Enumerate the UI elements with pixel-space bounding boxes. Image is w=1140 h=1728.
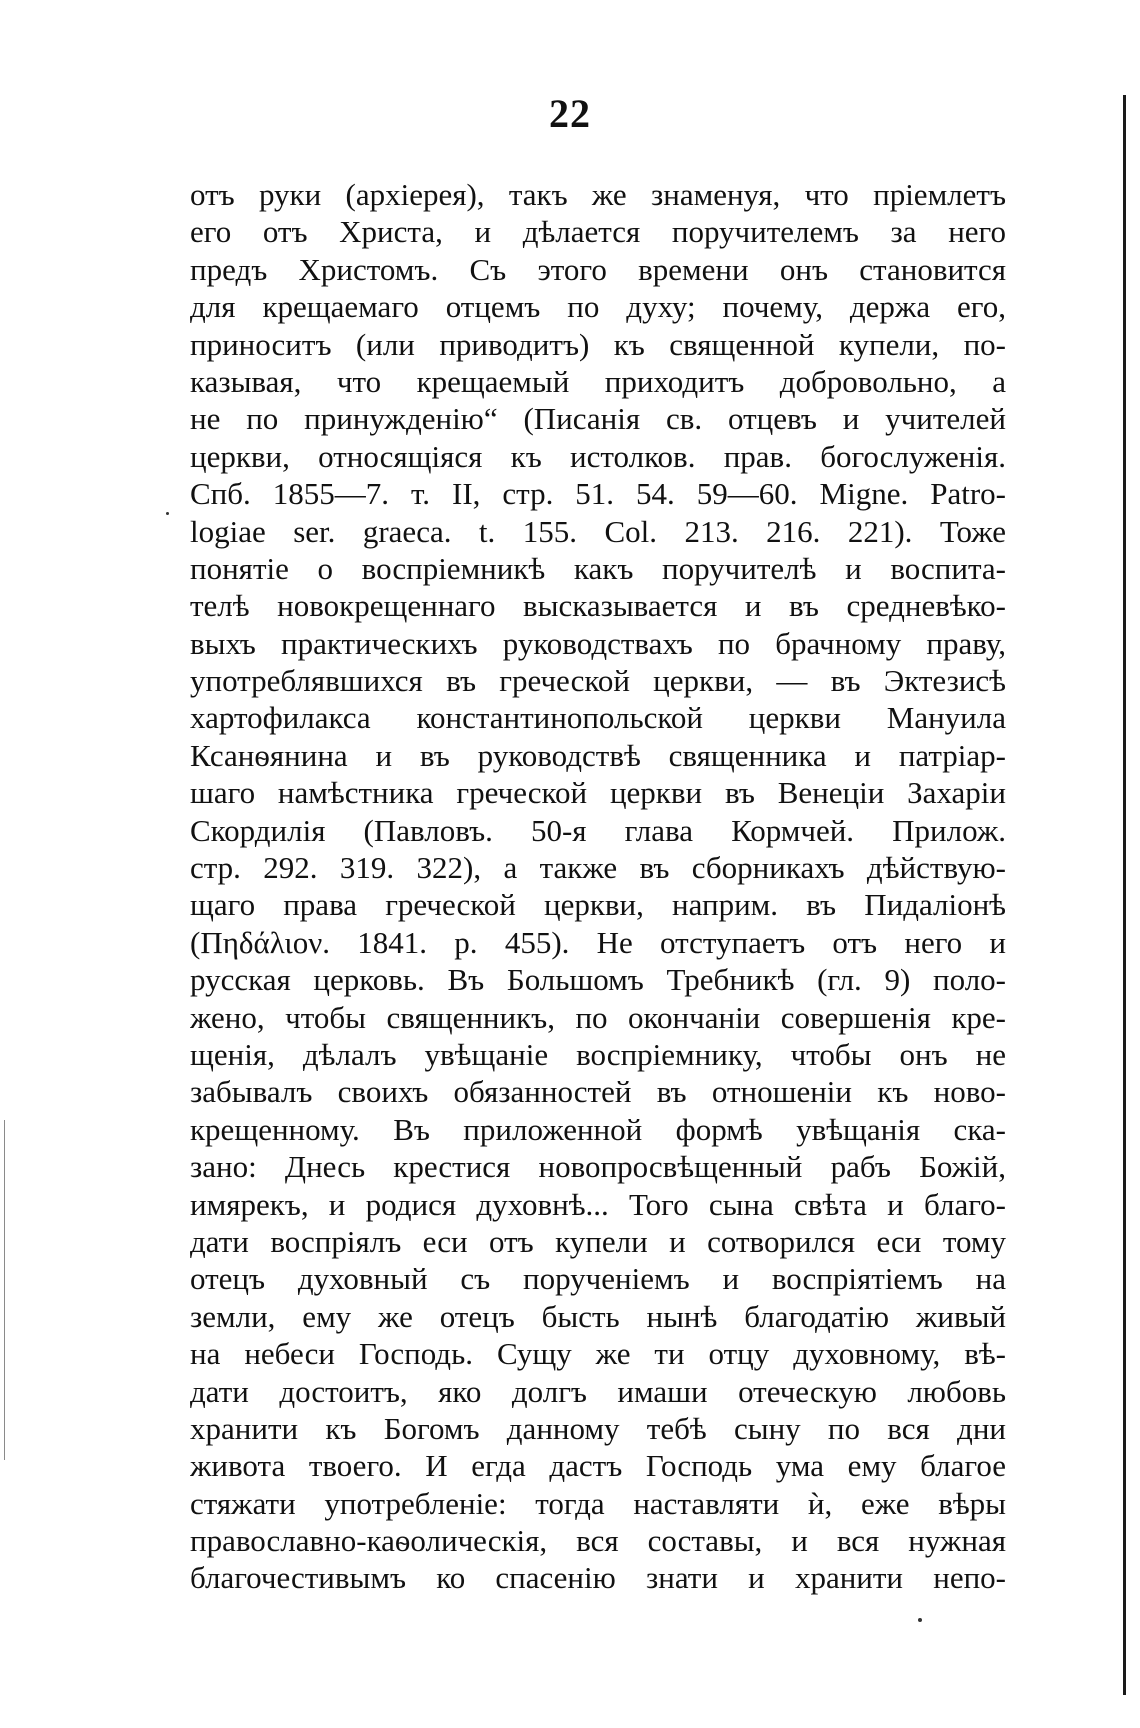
page-number: 22 (549, 91, 591, 136)
text-line: церкви, относящіяся къ истолков. прав. богослуженія. (190, 438, 1006, 474)
text-line: для крещаемаго отцемъ по духу; почему, держа его, (190, 289, 1006, 325)
text-line: земли, ему же отецъ бысть нынѣ благодатію живый (190, 1298, 1006, 1334)
text-line: казывая, что крещаемый приходитъ добровольно, а (190, 363, 1006, 399)
text-line: предъ Христомъ. Съ этого времени онъ становится (190, 251, 1006, 287)
text-line: живота твоего. И егда дастъ Господь ума ему благое (190, 1448, 1006, 1484)
text-line: отъ руки (архіерея), такъ же знаменуя, что пріемлетъ (190, 177, 1006, 212)
text-line: отецъ духовный съ порученіемъ и воспріятіемъ на (190, 1261, 1006, 1297)
text-line: (Πηδάλιον. 1841. p. 455). Не отступаетъ отъ него и (190, 924, 1006, 960)
text-line: понятіе о воспріемникѣ какъ поручителѣ и воспита- (190, 550, 1006, 586)
text-line: шаго намѣстника греческой церкви въ Венеціи Захаріи (190, 775, 1006, 811)
text-line: жено, чтобы священникъ, по окончаніи совершенія кре- (190, 999, 1006, 1035)
text-line: хранити къ Богомъ данному тебѣ сыну по вся дни (190, 1410, 1006, 1446)
text-line: Спб. 1855—7. т. II, стр. 51. 54. 59—60. Migne. Patro- (190, 476, 1006, 512)
text-line: православно-каѳолическія, вся составы, и вся нужная (190, 1523, 1006, 1559)
text-line: имярекъ, и родися духовнѣ... Того сына свѣта и благо- (190, 1186, 1006, 1222)
print-speck (166, 512, 169, 515)
text-line: Скордилія (Павловъ. 50-я глава Кормчей. Прилож. (190, 812, 1006, 848)
text-line: употреблявшихся въ греческой церкви, — въ Эктезисѣ (190, 663, 1006, 699)
text-line: телѣ новокрещеннаго высказывается и въ средневѣко- (190, 588, 1006, 624)
text-line: дати достоитъ, яко долгъ имаши отеческую любовь (190, 1373, 1006, 1409)
text-line: выхъ практическихъ руководствахъ по брачному праву, (190, 625, 1006, 661)
text-line: на небеси Господь. Сущу же ти отцу духовному, вѣ- (190, 1336, 1006, 1372)
print-speck (918, 1618, 922, 1622)
text-line: logiae ser. graeca. t. 155. Col. 213. 216. 221). Тоже (190, 513, 1006, 549)
text-line: русская церковь. Въ Большомъ Требникѣ (гл. 9) поло- (190, 962, 1006, 998)
scan-page-edge (1123, 95, 1126, 1695)
text-line: крещенному. Въ приложенной формѣ увѣщанія ска- (190, 1111, 1006, 1147)
scan-left-edge (4, 1120, 5, 1460)
text-line: хартофилакса константинопольской церкви Мануила (190, 700, 1006, 736)
text-line: стяжати употребленіе: тогда наставляти ѝ, еже вѣры (190, 1485, 1006, 1521)
text-line: щаго права греческой церкви, наприм. въ Пидаліонѣ (190, 887, 1006, 923)
text-line: дати воспріялъ еси отъ купели и сотворился еси тому (190, 1223, 1006, 1259)
text-line: благочестивымъ ко спасенію знати и хранити непо- (190, 1560, 1006, 1596)
body-text (190, 176, 1006, 1597)
text-line: щенія, дѣлалъ увѣщаніе воспріемнику, чтобы онъ не (190, 1036, 1006, 1072)
text-line: стр. 292. 319. 322), а также въ сборникахъ дѣйствую- (190, 850, 1006, 886)
text-line: забывалъ своихъ обязанностей въ отношеніи къ ново- (190, 1074, 1006, 1110)
text-line: не по принужденію“ (Писанія св. отцевъ и учителей (190, 401, 1006, 437)
text-line: его отъ Христа, и дѣлается поручителемъ за него (190, 214, 1006, 250)
text-line: приноситъ (или приводитъ) къ священной купели, по- (190, 326, 1006, 362)
text-line: зано: Днесь крестися новопросвѣщенный рабъ Божій, (190, 1149, 1006, 1185)
text-line: Ксанѳянина и въ руководствѣ священника и патріар- (190, 737, 1006, 773)
